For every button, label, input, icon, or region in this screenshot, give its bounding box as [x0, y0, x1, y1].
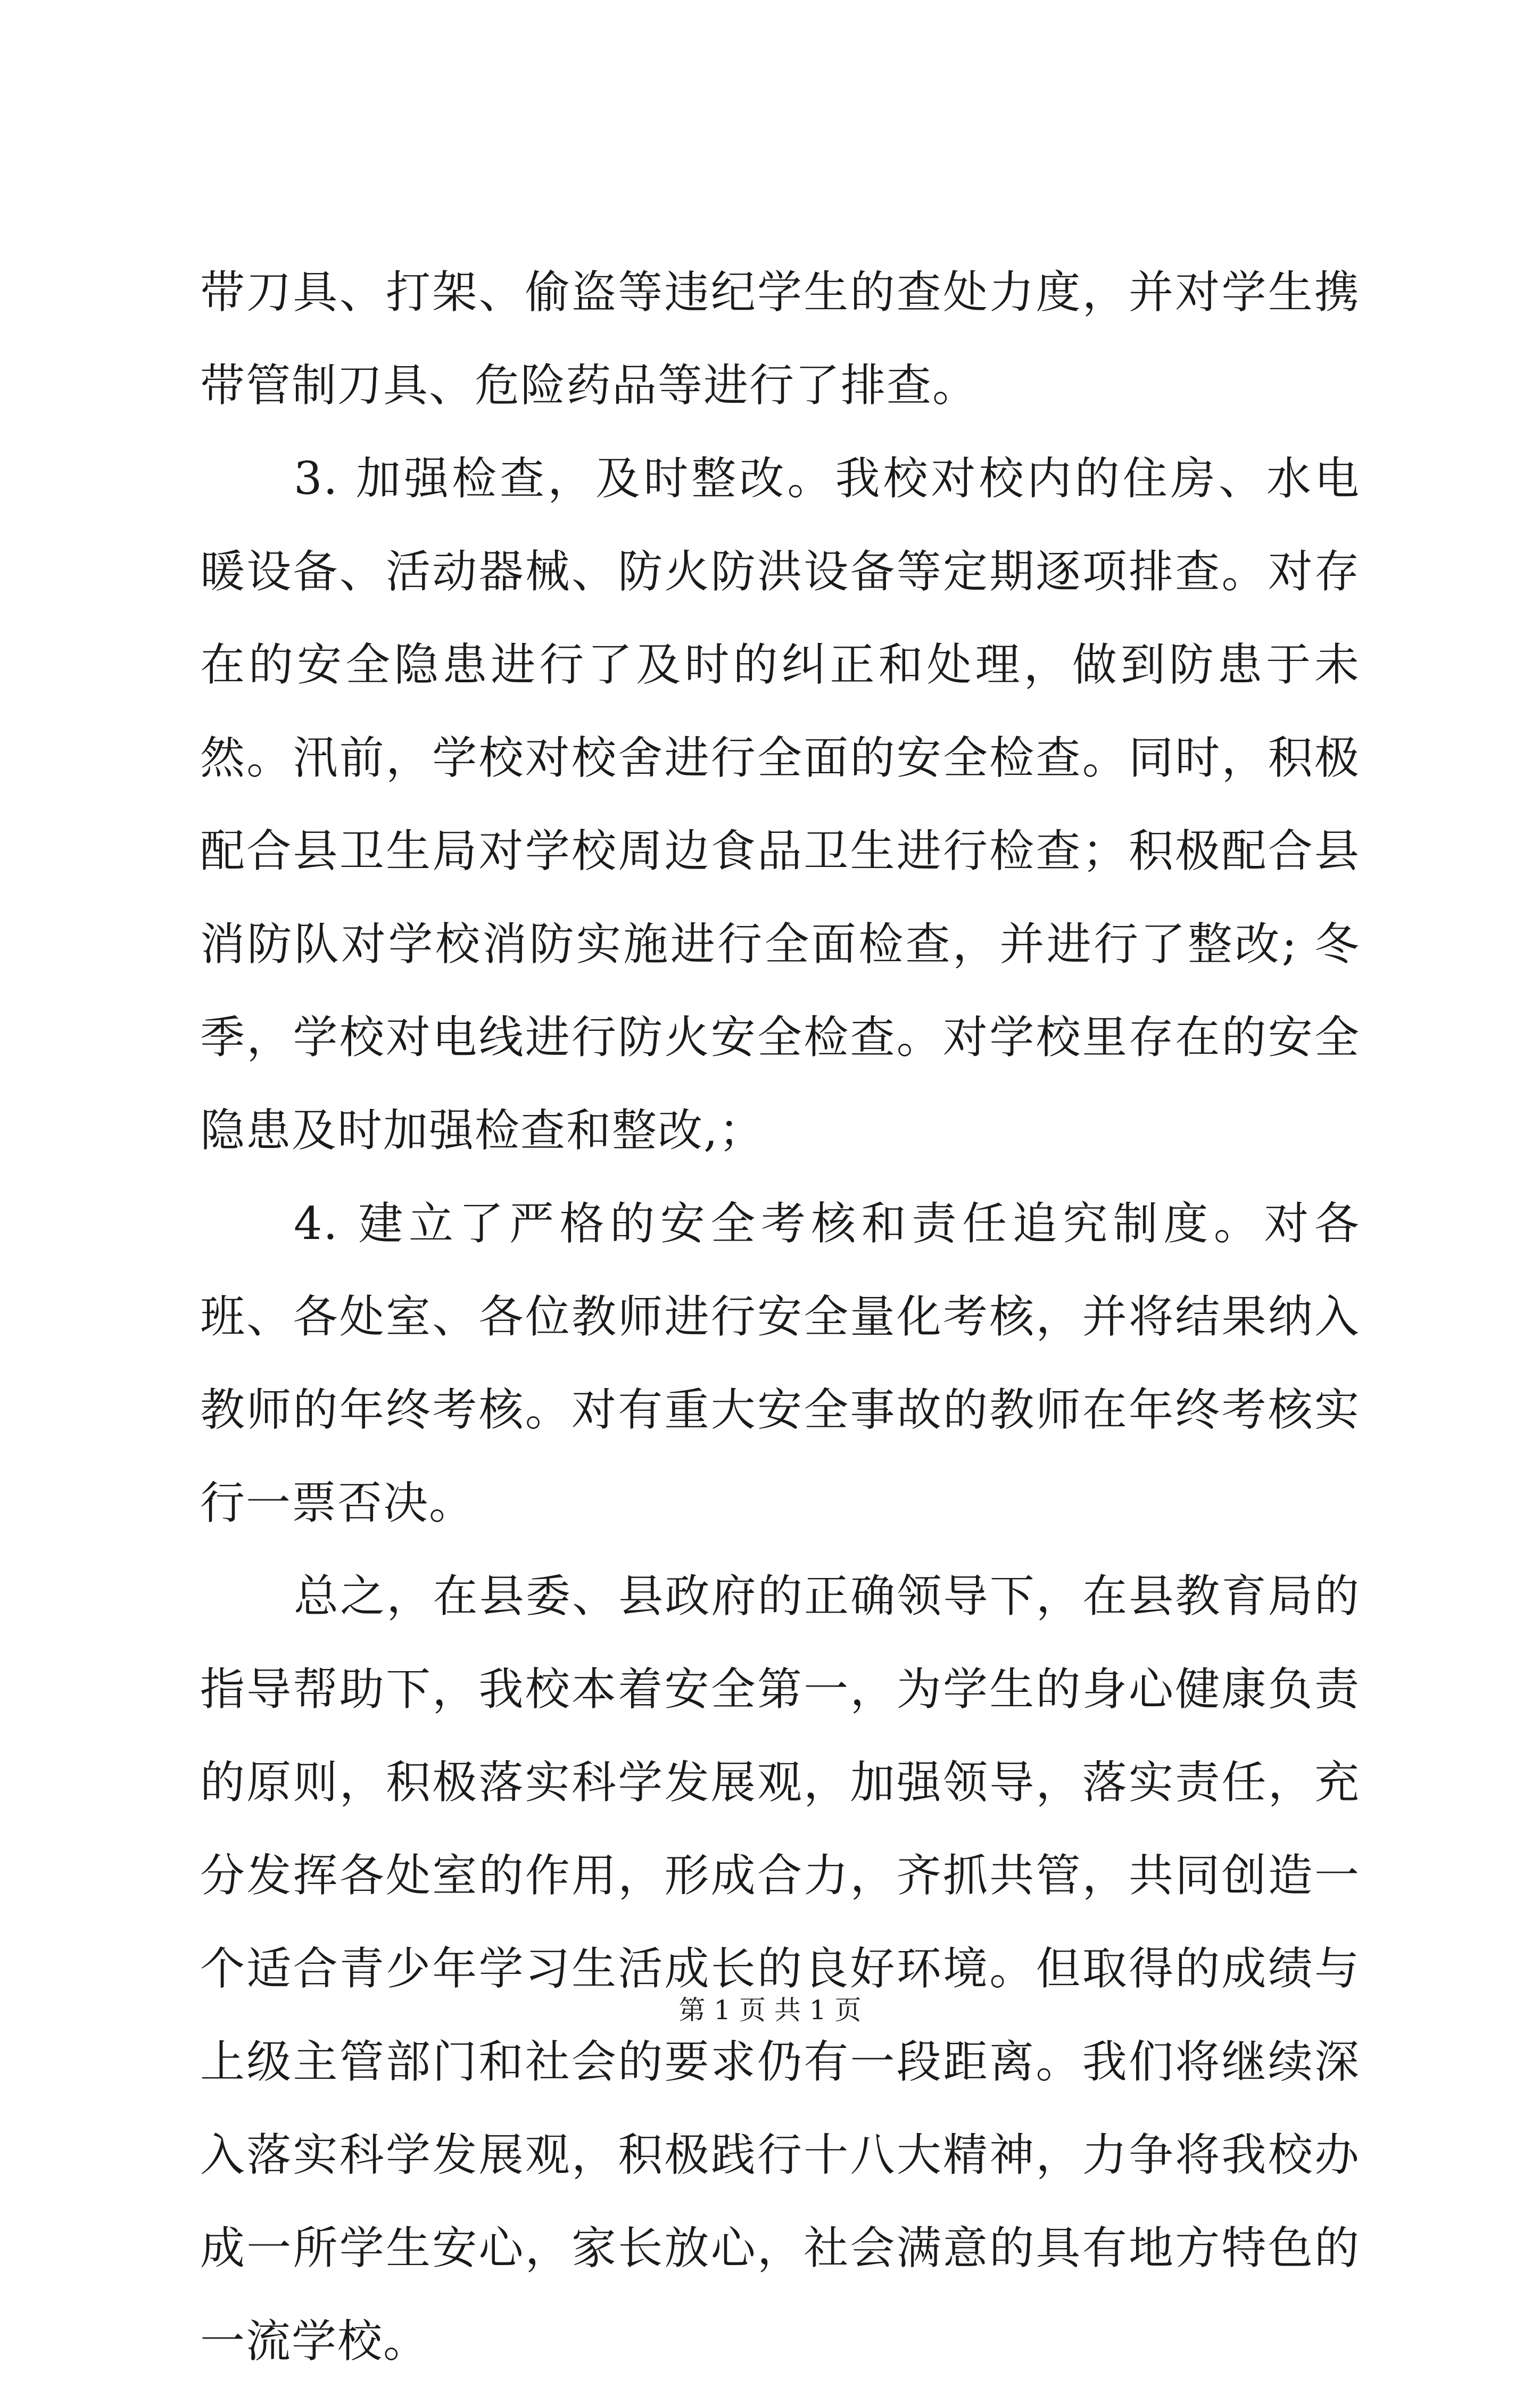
paragraph-item-3: 3. 加强检查，及时整改。我校对校内的住房、水电暖设备、活动器械、防火防洪设备等定期逐项排查。对存在的安全隐患进行了及时的纠正和处理，做到防患于未然。汛前，学校对校舍进行全面的安全检查。同时，积极配合县卫生局对学校周边食品卫生进行检查；积极配合县消防队对学校消防实施进行全面检查，并进行了整改; 冬季，学校对电线进行防火安全检查。对学校里存在的安全隐患及时加强检查和整改,； — [200, 452, 1360, 1156]
paragraph-continuation: 带刀具、打架、偷盗等违纪学生的查处力度，并对学生携带管制刀具、危险药品等进行了排查。 — [200, 266, 1360, 411]
paragraph-item-4: 4. 建立了严格的安全考核和责任追究制度。对各班、各处室、各位教师进行安全量化考核，并将结果纳入教师的年终考核。对有重大安全事故的教师在年终考核实行一票否决。 — [200, 1197, 1360, 1529]
document-body — [200, 246, 1360, 2388]
paragraph-summary: 总之，在县委、县政府的正确领导下，在县教育局的指导帮助下，我校本着安全第一，为学生的身心健康负责的原则，积极落实科学发展观，加强领导，落实责任，充分发挥各处室的作用，形成合力，齐抓共管，共同创造一个适合青少年学习生活成长的良好环境。但取得的成绩与上级主管部门和社会的要求仍有一段距离。我们将继续深入落实科学发展观，积极践行十八大精神，力争将我校办成一所学生安心，家长放心，社会满意的具有地方特色的一流学校。 — [200, 1570, 1360, 2367]
page-footer: 第 1 页 共 1 页 — [678, 1995, 862, 2026]
